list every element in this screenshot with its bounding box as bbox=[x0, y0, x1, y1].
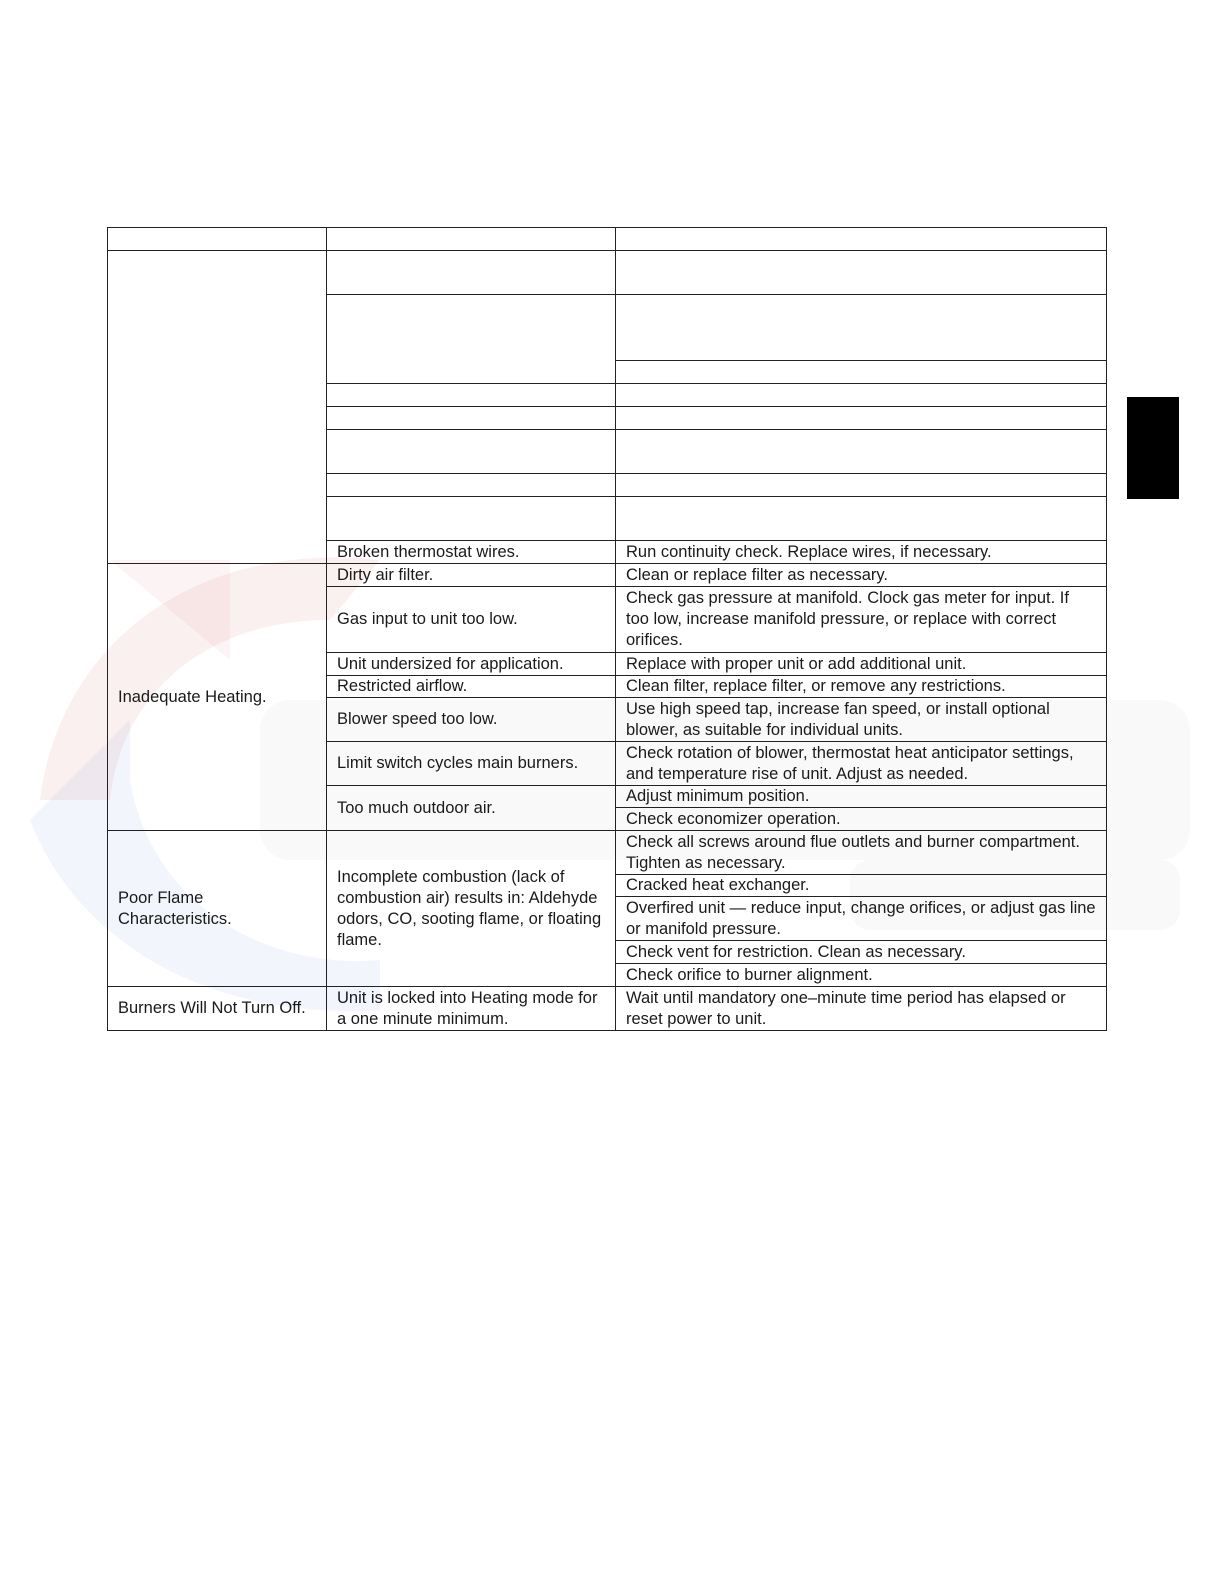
cause-cell bbox=[327, 474, 616, 497]
cause-cell: Unit is locked into Heating mode for a one minute minimum. bbox=[327, 987, 616, 1031]
cause-cell: Limit switch cycles main burners. bbox=[327, 742, 616, 786]
header-remedy bbox=[616, 228, 1107, 251]
remedy-cell: Overfired unit — reduce input, change orifices, or adjust gas line or manifold pressure. bbox=[616, 897, 1107, 941]
remedy-cell bbox=[616, 407, 1107, 430]
remedy-cell: Adjust minimum position. bbox=[616, 786, 1107, 808]
remedy-cell: Use high speed tap, increase fan speed, or install optional blower, as suitable for individual units. bbox=[616, 698, 1107, 742]
cause-cell: Restricted airflow. bbox=[327, 676, 616, 698]
remedy-cell bbox=[616, 251, 1107, 295]
remedy-cell bbox=[616, 430, 1107, 474]
table-row bbox=[108, 564, 1107, 587]
remedy-cell: Check vent for restriction. Clean as necessary. bbox=[616, 941, 1107, 964]
remedy-cell: Check all screws around flue outlets and burner compartment. Tighten as necessary. bbox=[616, 831, 1107, 875]
remedy-cell bbox=[616, 384, 1107, 407]
cause-cell: Dirty air filter. bbox=[327, 564, 616, 587]
problem-cell bbox=[108, 251, 327, 564]
cause-cell: Incomplete combustion (lack of combustion air) results in: Aldehyde odors, CO, sooting flame, or floating flame. bbox=[327, 831, 616, 987]
remedy-cell: Run continuity check. Replace wires, if necessary. bbox=[616, 541, 1107, 564]
cause-cell bbox=[327, 295, 616, 384]
cause-cell: Too much outdoor air. bbox=[327, 786, 616, 831]
remedy-cell: Clean filter, replace filter, or remove any restrictions. bbox=[616, 676, 1107, 698]
problem-cell-poor-flame: Poor Flame Characteristics. bbox=[108, 831, 327, 987]
remedy-cell: Clean or replace filter as necessary. bbox=[616, 564, 1107, 587]
cause-cell: Blower speed too low. bbox=[327, 698, 616, 742]
cause-cell bbox=[327, 497, 616, 541]
remedy-cell bbox=[616, 295, 1107, 361]
problem-cell-burners-not-off: Burners Will Not Turn Off. bbox=[108, 987, 327, 1031]
table-row bbox=[108, 831, 1107, 875]
cause-cell bbox=[327, 430, 616, 474]
remedy-cell: Check economizer operation. bbox=[616, 808, 1107, 831]
cause-cell: Unit undersized for application. bbox=[327, 653, 616, 676]
table-header-row bbox=[108, 228, 1107, 251]
remedy-cell bbox=[616, 497, 1107, 541]
header-problem bbox=[108, 228, 327, 251]
cause-cell bbox=[327, 407, 616, 430]
section-tab-marker bbox=[1127, 397, 1179, 499]
remedy-cell: Cracked heat exchanger. bbox=[616, 875, 1107, 897]
remedy-cell: Check rotation of blower, thermostat heat anticipator settings, and temperature rise of unit. Adjust as needed. bbox=[616, 742, 1107, 786]
problem-cell-inadequate-heating: Inadequate Heating. bbox=[108, 564, 327, 831]
remedy-cell bbox=[616, 361, 1107, 384]
remedy-cell: Replace with proper unit or add additional unit. bbox=[616, 653, 1107, 676]
cause-cell: Broken thermostat wires. bbox=[327, 541, 616, 564]
troubleshooting-table bbox=[107, 227, 1107, 1031]
remedy-cell: Check orifice to burner alignment. bbox=[616, 964, 1107, 987]
header-cause bbox=[327, 228, 616, 251]
table-row bbox=[108, 251, 1107, 295]
remedy-cell: Check gas pressure at manifold. Clock gas meter for input. If too low, increase manifold pressure, or replace with correct orifices. bbox=[616, 587, 1107, 653]
table-row bbox=[108, 987, 1107, 1031]
cause-cell bbox=[327, 251, 616, 295]
remedy-cell: Wait until mandatory one–minute time period has elapsed or reset power to unit. bbox=[616, 987, 1107, 1031]
remedy-cell bbox=[616, 474, 1107, 497]
cause-cell bbox=[327, 384, 616, 407]
cause-cell: Gas input to unit too low. bbox=[327, 587, 616, 653]
